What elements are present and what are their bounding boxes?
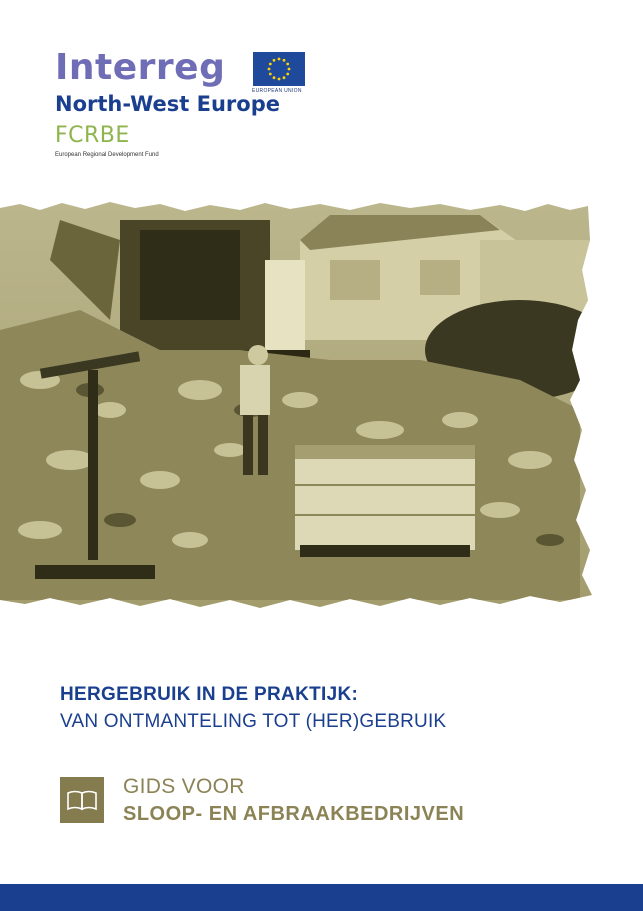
footer-bar bbox=[0, 884, 643, 911]
demolition-site-photo bbox=[0, 200, 600, 615]
eu-flag-icon bbox=[253, 52, 305, 86]
project-name: FCRBE bbox=[55, 123, 130, 148]
program-name: North-West Europe bbox=[55, 92, 280, 116]
guide-line-1: GIDS VOOR bbox=[123, 775, 245, 798]
fund-name: European Regional Development Fund bbox=[55, 152, 159, 158]
document-title bbox=[60, 682, 620, 736]
title-line-2: VAN ONTMANTELING TOT (HER)GEBRUIK bbox=[60, 711, 447, 732]
guide-subtitle bbox=[123, 773, 464, 828]
book-icon bbox=[60, 777, 104, 823]
interreg-wordmark: Interreg bbox=[55, 47, 226, 88]
eu-label: EUROPEAN UNION bbox=[252, 88, 302, 94]
title-line-1: HERGEBRUIK IN DE PRAKTIJK: bbox=[60, 684, 359, 705]
interreg-logo bbox=[55, 47, 315, 165]
guide-line-2: SLOOP- EN AFBRAAKBEDRIJVEN bbox=[123, 803, 465, 825]
